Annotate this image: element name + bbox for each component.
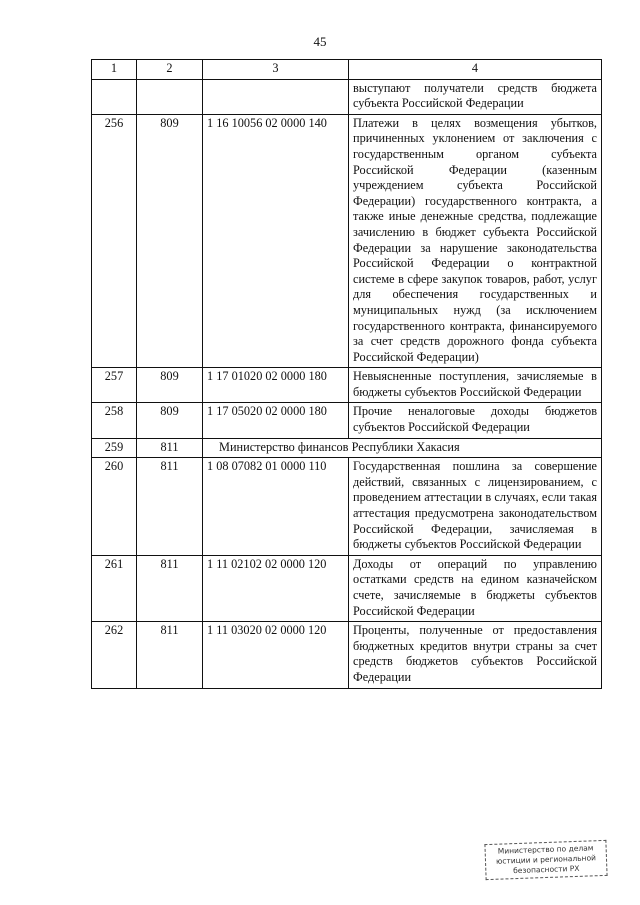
- revenue-description: Невыясненные поступления, зачисляемые в бюджеты субъектов Российской Федерации: [349, 368, 602, 403]
- table-row: [92, 458, 602, 556]
- revenue-code: 1 08 07082 01 0000 110: [203, 458, 349, 556]
- admin-code: 811: [137, 555, 203, 621]
- admin-code: 809: [137, 403, 203, 438]
- admin-code: 809: [137, 368, 203, 403]
- header-col-3: 3: [203, 60, 349, 80]
- revenue-code: 1 11 03020 02 0000 120: [203, 622, 349, 688]
- table-row: [92, 622, 602, 688]
- row-number: 258: [92, 403, 137, 438]
- stamp-line: юстиции и региональной: [495, 853, 597, 866]
- page-number: 45: [313, 34, 327, 49]
- revenue-description: Государственная пошлина за совершение действий, связанных с лицензированием, с проведением аттестации в случаях, если такая аттестация предусмотрена законодательством Российской Федерации, зачисляемая в бюджеты субъектов Российской Федерации: [349, 458, 602, 556]
- table-row-continuation: [92, 79, 602, 114]
- table-row: [92, 114, 602, 368]
- section-row: [92, 438, 602, 458]
- revenue-description: Проценты, полученные от предоставления бюджетных кредитов внутри страны за счет средств бюджетов субъектов Российской Федерации: [349, 622, 602, 688]
- table-row: [92, 555, 602, 621]
- admin-code: 811: [137, 438, 203, 458]
- stamp-line: безопасности РХ: [513, 863, 580, 876]
- row-number: 257: [92, 368, 137, 403]
- table-row: [92, 403, 602, 438]
- section-title-part1: Министерство финансов: [203, 438, 349, 458]
- table-header-row: [92, 60, 602, 80]
- revenue-code: 1 11 02102 02 0000 120: [203, 555, 349, 621]
- section-title-part2: Республики Хакасия: [349, 438, 602, 458]
- row-number: 262: [92, 622, 137, 688]
- row-number: 260: [92, 458, 137, 556]
- header-col-4: 4: [349, 60, 602, 80]
- revenue-code: 1 16 10056 02 0000 140: [203, 114, 349, 368]
- stamp-line: Министерство по делам: [497, 843, 594, 856]
- revenue-description: Платежи в целях возмещения убытков, причиненных уклонением от заключения с государственным органом субъекта Российской Федерации (казенным учреждением субъекта Российской Федерации) государственного контракта, а также иные денежные средства, подлежащие зачислению в бюджет субъекта Российской Федерации за нарушение законодательства Российской Федерации о контрактной системе в сфере закупок товаров, работ, услуг для обеспечения государственных и муниципальных нужд (за исключением государственного контракта, финансируемого за счет средств дорожного фонда субъекта Российской Федерации): [349, 114, 602, 368]
- table-row: [92, 368, 602, 403]
- row-number: 259: [92, 438, 137, 458]
- row-number: 261: [92, 555, 137, 621]
- revenue-code: 1 17 01020 02 0000 180: [203, 368, 349, 403]
- revenue-code: 1 17 05020 02 0000 180: [203, 403, 349, 438]
- revenue-description: Доходы от операций по управлению остатками средств на едином казначейском счете, зачисляемые в бюджеты субъектов Российской Федерации: [349, 555, 602, 621]
- ministry-stamp: [484, 840, 607, 880]
- header-col-2: 2: [137, 60, 203, 80]
- continuation-text: выступают получатели средств бюджета субъекта Российской Федерации: [349, 79, 602, 114]
- admin-code: 811: [137, 458, 203, 556]
- admin-code: 811: [137, 622, 203, 688]
- row-number: 256: [92, 114, 137, 368]
- revenue-description: Прочие неналоговые доходы бюджетов субъектов Российской Федерации: [349, 403, 602, 438]
- budget-revenue-table: [91, 59, 602, 689]
- header-col-1: 1: [92, 60, 137, 80]
- admin-code: 809: [137, 114, 203, 368]
